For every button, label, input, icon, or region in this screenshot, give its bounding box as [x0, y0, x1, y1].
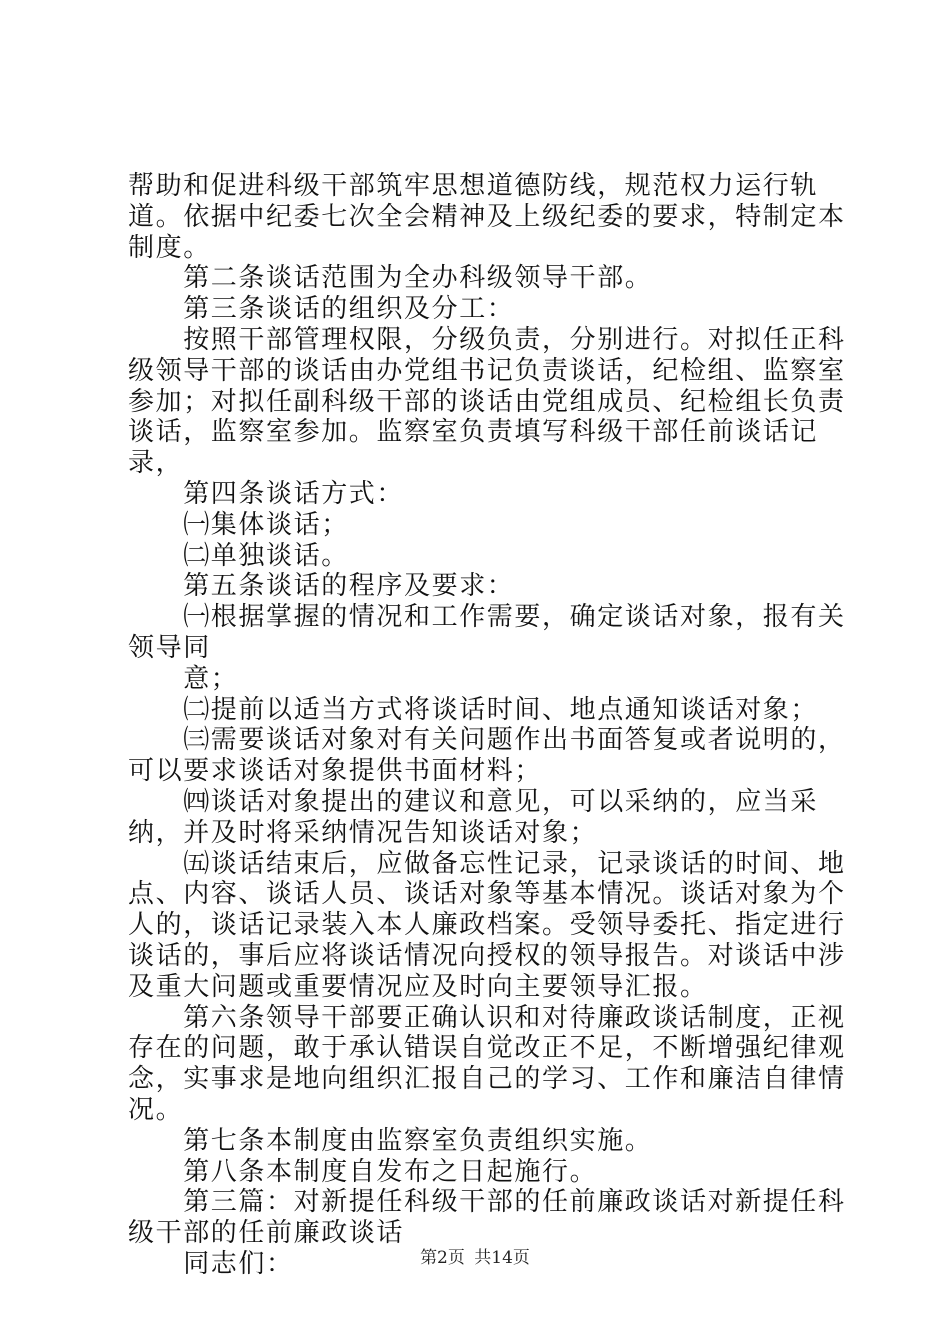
paragraph-3: 第三条谈话的组织及分工： [128, 294, 515, 325]
paragraph-8: 第五条谈话的程序及要求： [128, 571, 515, 602]
paragraph-9: ㈠根据掌握的情况和工作需要，确定谈话对象，报有关领导同 [128, 602, 846, 663]
page-footer [0, 1243, 950, 1268]
document-body [128, 171, 848, 1280]
page-total: 共14页 [474, 1248, 530, 1268]
paragraph-18: 第三篇：对新提任科级干部的任前廉政谈话对新提任科级干部的任前廉政谈话 [128, 1187, 846, 1249]
paragraph-17: 第八条本制度自发布之日起施行。 [128, 1156, 598, 1187]
paragraph-15: 第六条领导干部要正确认识和对待廉政谈话制度，正视存在的问题，敢于承认错误自觉改正不足，不断增强纪律观念，实事求是地向组织汇报自己的学习、工作和廉洁自律情况。 [128, 1002, 846, 1125]
paragraph-19: 同志们： [128, 1248, 294, 1279]
paragraph-10: 意； [128, 663, 239, 694]
paragraph-4: 按照干部管理权限，分级负责，分别进行。对拟任正科级领导干部的谈话由办党组书记负责谈话，纪检组、监察室参加；对拟任副科级干部的谈话由党组成员、纪检组长负责谈话，监察室参加。监察室负责填写科级干部任前谈话记录， [128, 324, 846, 479]
paragraph-13: ㈣谈话对象提出的建议和意见，可以采纳的，应当采纳，并及时将采纳情况告知谈话对象； [128, 786, 819, 848]
paragraph-5: 第四条谈话方式： [128, 478, 405, 509]
paragraph-14: ㈤谈话结束后，应做备忘性记录，记录谈话的时间、地点、内容、谈话人员、谈话对象等基本情况。谈话对象为个人的，谈话记录装入本人廉政档案。受领导委托、指定进行谈话的，事后应将谈话情况向授权的领导报告。对谈话中涉及重大问题或重要情况应及时向主要领导汇报。 [128, 848, 846, 1002]
paragraph-2: 第二条谈话范围为全办科级领导干部。 [128, 263, 653, 294]
paragraph-7: ㈡单独谈话。 [128, 540, 349, 571]
paragraph-11: ㈡提前以适当方式将谈话时间、地点通知谈话对象； [128, 694, 819, 725]
paragraph-12: ㈢需要谈话对象对有关问题作出书面答复或者说明的，可以要求谈话对象提供书面材料； [128, 725, 846, 787]
paragraph-6: ㈠集体谈话； [128, 509, 349, 540]
paragraph-16: 第七条本制度由监察室负责组织实施。 [128, 1125, 653, 1156]
page-number: 第2页 [420, 1248, 465, 1268]
paragraph-1: 帮助和促进科级干部筑牢思想道德防线，规范权力运行轨道。依据中纪委七次全会精神及上级纪委的要求，特制定本制度。 [128, 171, 846, 263]
